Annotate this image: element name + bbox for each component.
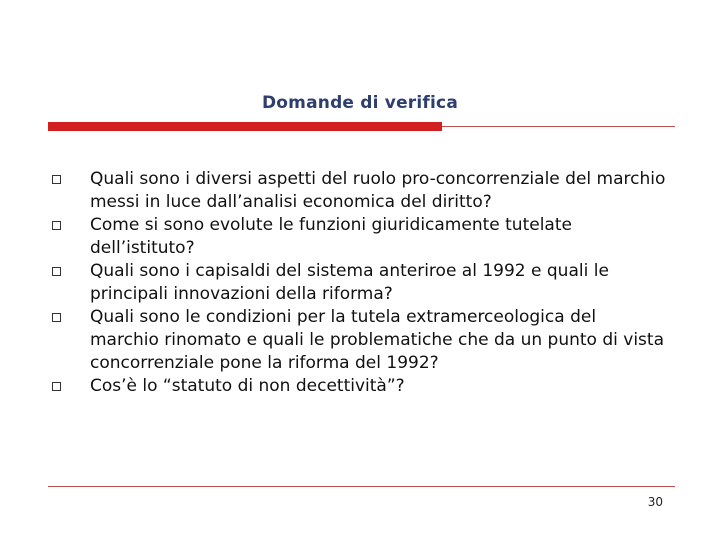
question-text: Cos’è lo “statuto di non decettività”? [90, 376, 405, 396]
question-list [0, 168, 720, 398]
question-text: Quali sono le condizioni per la tutela extramerceologica del marchio rinomato e quali le problematiche che da un punto di vista concorrenziale pone la riforma del 1992? [90, 307, 664, 373]
question-item [0, 214, 720, 260]
question-item [0, 168, 720, 214]
footer-rule [48, 486, 675, 487]
question-text: Come si sono evolute le funzioni giuridicamente tutelate dell’istituto? [90, 215, 572, 258]
hollow-square-icon [52, 175, 61, 184]
question-item [0, 260, 720, 306]
title-accent-bar [48, 122, 442, 131]
hollow-square-icon [52, 313, 61, 322]
question-item [0, 375, 720, 398]
page-number: 30 [647, 495, 663, 509]
hollow-square-icon [52, 382, 61, 391]
question-text: Quali sono i diversi aspetti del ruolo pro-concorrenziale del marchio messi in luce dall’analisi economica del diritto? [90, 169, 666, 212]
question-text: Quali sono i capisaldi del sistema anteriroe al 1992 e quali le principali innovazioni della riforma? [90, 261, 609, 304]
hollow-square-icon [52, 221, 61, 230]
hollow-square-icon [52, 267, 61, 276]
question-item [0, 306, 720, 375]
slide-title: Domande di verifica [261, 93, 458, 113]
